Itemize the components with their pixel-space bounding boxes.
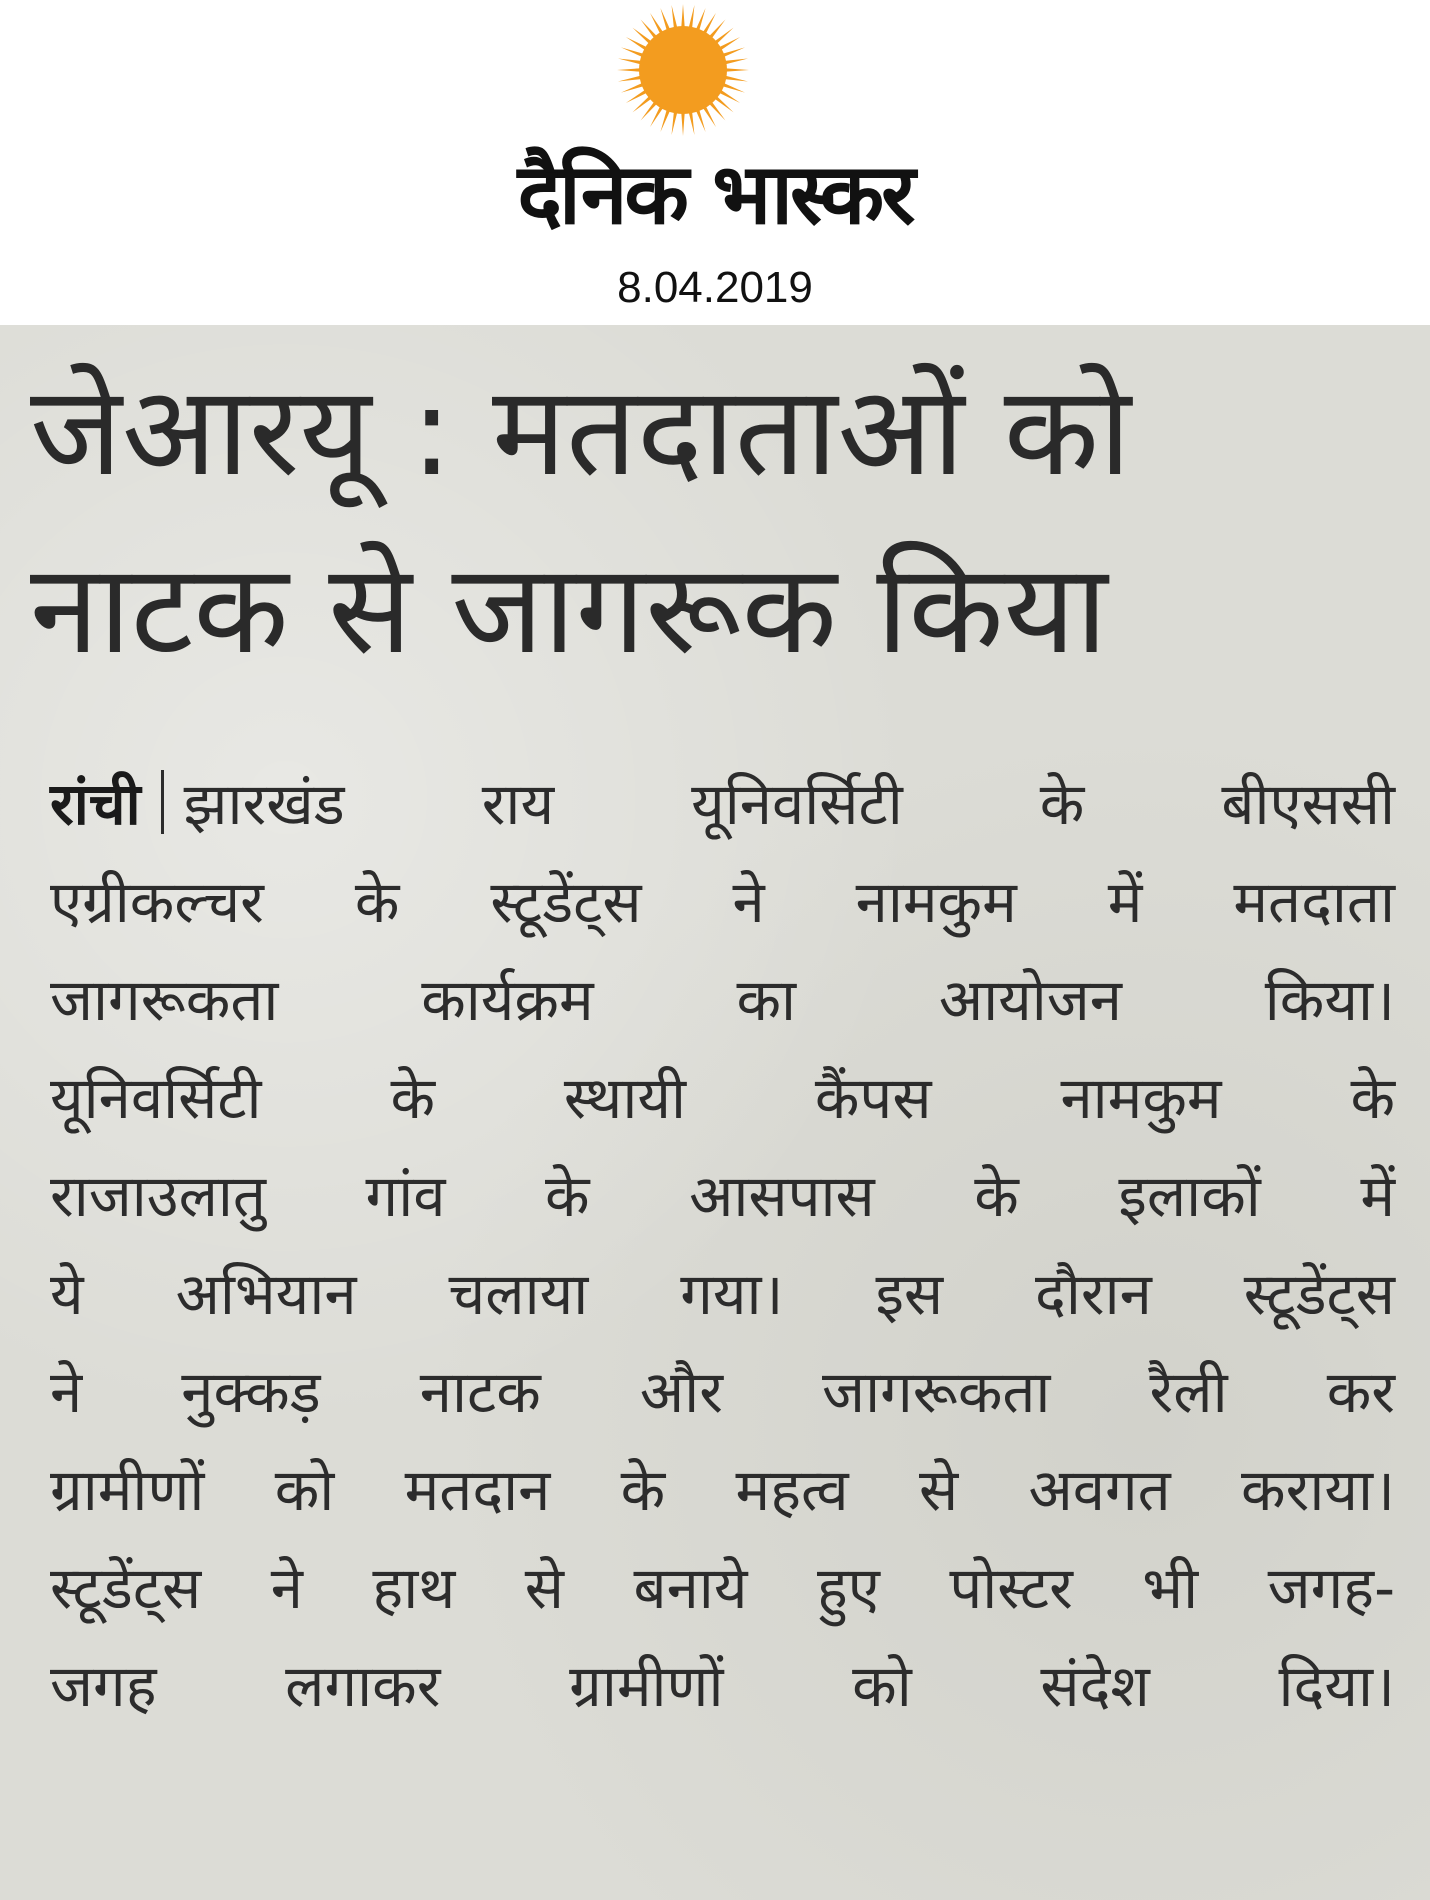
headline-line-1: जेआरयू : मतदाताओं को [30,360,1132,504]
masthead [0,0,1430,325]
body-line-5: राजाउलातु गांव के आसपास के इलाकों में [50,1162,1395,1230]
body-line-9: स्टूडेंट्स ने हाथ से बनाये हुए पोस्टर भी जगह- [50,1554,1395,1622]
newspaper-logo: दैनिक भास्कर [517,145,913,243]
dateline: रांची [50,770,141,838]
body-line-3: जागरूकता कार्यक्रम का आयोजन किया। [50,966,1395,1034]
body-line-1-text: झारखंड राय यूनिवर्सिटी के बीएससी [183,770,1395,838]
headline-line-2: नाटक से जागरूक किया [30,538,1108,682]
body-line-10: जगह लगाकर ग्रामीणों को संदेश दिया। [50,1652,1395,1720]
sun-logo-icon [615,2,751,138]
body-line-8: ग्रामीणों को मतदान के महत्व से अवगत कराया। [50,1456,1395,1524]
article-headline [30,343,1410,699]
publication-date: 8.04.2019 [617,263,813,312]
body-line-4: यूनिवर्सिटी के स्थायी कैंपस नामकुम के [50,1064,1395,1132]
dateline-separator [161,770,164,834]
body-line-1 [50,755,1395,853]
body-line-7: ने नुक्कड़ नाटक और जागरूकता रैली कर [50,1358,1395,1426]
article-body [50,755,1395,1735]
body-line-2: एग्रीकल्चर के स्टूडेंट्स ने नामकुम में मतदाता [50,868,1395,936]
newspaper-clipping [0,325,1430,1900]
body-line-6: ये अभियान चलाया गया। इस दौरान स्टूडेंट्स [50,1260,1395,1328]
